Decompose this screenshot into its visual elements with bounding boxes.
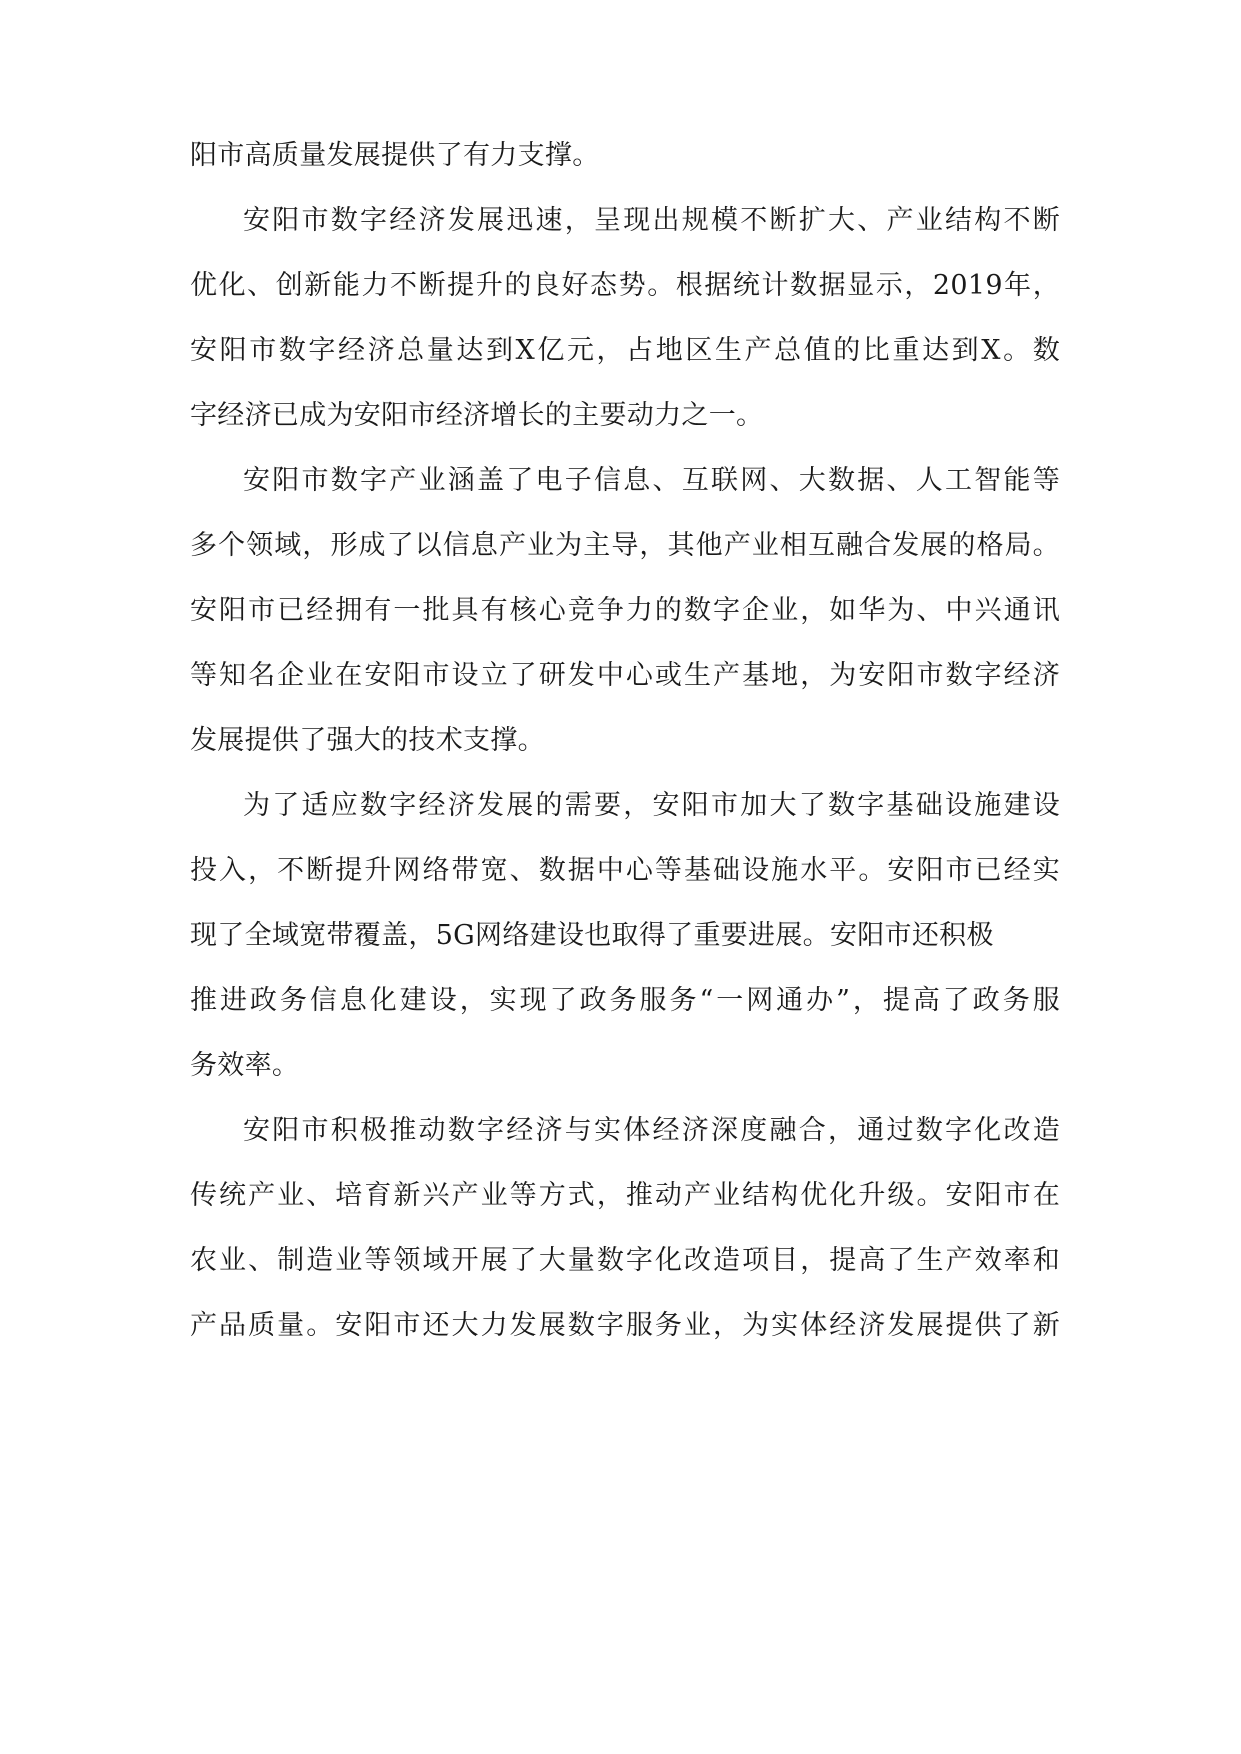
text-line: 阳市高质量发展提供了有力支撑。 — [190, 140, 600, 171]
text-line: 发展提供了强大的技术支撑。 — [190, 725, 545, 756]
text-line: 务效率。 — [190, 1050, 300, 1081]
text-line: 传统产业、培育新兴产业等方式，推动产业结构优化升级。安阳市在 — [190, 1180, 1060, 1211]
paragraph-first-line: 安阳市积极推动数字经济与实体经济深度融合，通过数字化改造 — [243, 1115, 1060, 1146]
text-line: 推进政务信息化建设，实现了政务服务“一网通办”，提高了政务服 — [190, 985, 1060, 1016]
text-line: 农业、制造业等领域开展了大量数字化改造项目，提高了生产效率和 — [190, 1245, 1060, 1276]
paragraph-first-line: 安阳市数字经济发展迅速，呈现出规模不断扩大、产业结构不断 — [243, 205, 1060, 236]
text-line: 优化、创新能力不断提升的良好态势。根据统计数据显示，2019年， — [190, 270, 1060, 301]
text-line: 多个领域，形成了以信息产业为主导，其他产业相互融合发展的格局。 — [190, 530, 1060, 561]
text-line: 产品质量。安阳市还大力发展数字服务业，为实体经济发展提供了新 — [190, 1310, 1060, 1341]
text-line: 安阳市已经拥有一批具有核心竞争力的数字企业，如华为、中兴通讯 — [190, 595, 1060, 626]
text-line: 等知名企业在安阳市设立了研发中心或生产基地，为安阳市数字经济 — [190, 660, 1060, 691]
paragraph-first-line: 为了适应数字经济发展的需要，安阳市加大了数字基础设施建设 — [243, 790, 1060, 821]
text-line: 字经济已成为安阳市经济增长的主要动力之一。 — [190, 400, 764, 431]
text-line: 安阳市数字经济总量达到X亿元，占地区生产总值的比重达到X。数 — [190, 335, 1060, 366]
text-line: 现了全域宽带覆盖，5G网络建设也取得了重要进展。安阳市还积极 — [190, 920, 994, 951]
paragraph-first-line: 安阳市数字产业涵盖了电子信息、互联网、大数据、人工智能等 — [243, 465, 1060, 496]
text-line: 投入，不断提升网络带宽、数据中心等基础设施水平。安阳市已经实 — [190, 855, 1060, 886]
